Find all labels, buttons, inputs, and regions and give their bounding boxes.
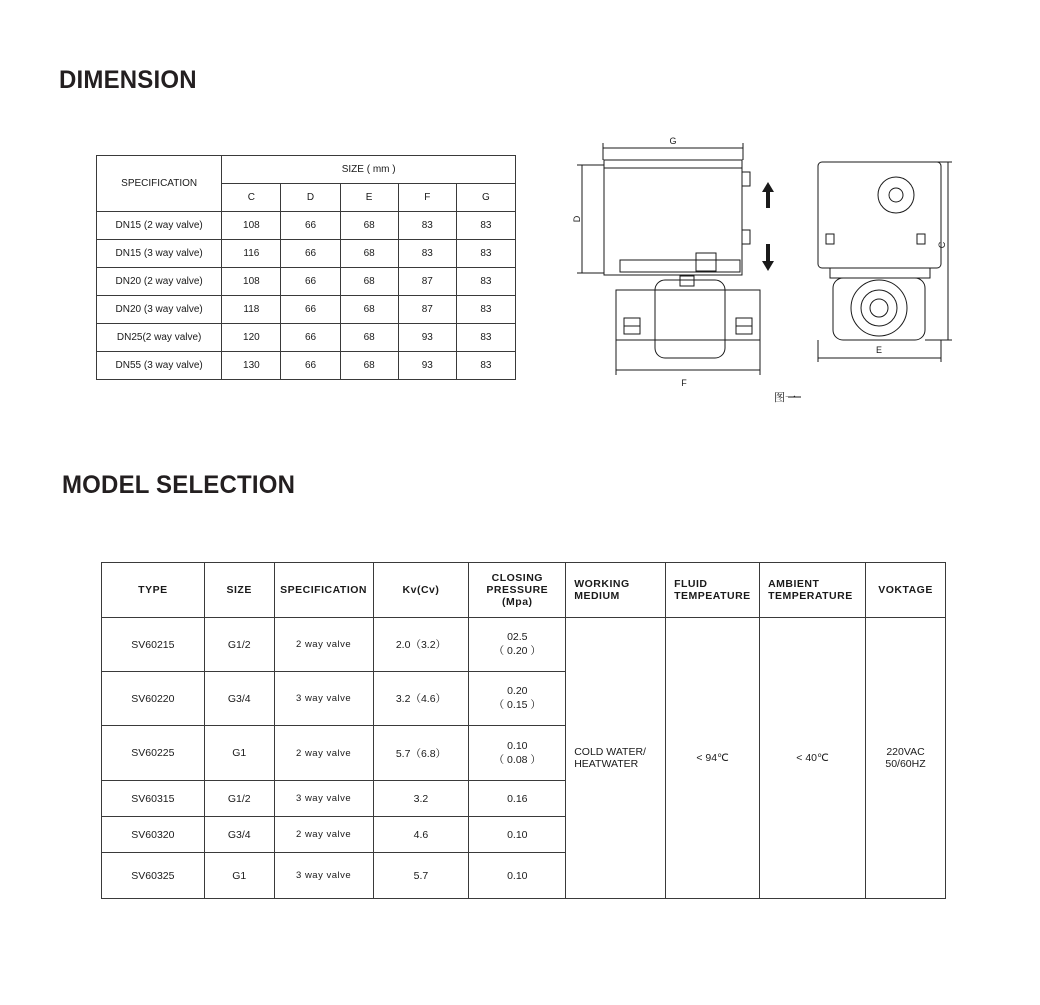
spec-cell: DN15 (2 way valve) bbox=[97, 212, 222, 240]
working-medium-cell: COLD WATER/ HEATWATER bbox=[566, 618, 666, 899]
working-medium-header: WORKING MEDIUM bbox=[566, 563, 666, 618]
valve-body bbox=[616, 290, 760, 340]
table-row bbox=[97, 268, 516, 296]
size-cell: G1 bbox=[204, 726, 274, 781]
col-header: E bbox=[340, 184, 398, 212]
c-label: C bbox=[937, 241, 947, 249]
closing-pressure-cell: 0.10 bbox=[469, 853, 566, 899]
side-view-actuator bbox=[818, 162, 941, 268]
dimension-heading: DIMENSION bbox=[59, 66, 197, 94]
table-row bbox=[102, 618, 946, 672]
value-cell: 83 bbox=[398, 240, 456, 268]
kv-cell: 3.2 bbox=[373, 781, 469, 817]
size-cell: G3/4 bbox=[204, 817, 274, 853]
size-cell: G1/2 bbox=[204, 618, 274, 672]
spec-cell: 3 way valve bbox=[274, 672, 373, 726]
spec-cell: 3 way valve bbox=[274, 853, 373, 899]
closing-pressure-cell: 0.10 （ 0.08 ） bbox=[469, 726, 566, 781]
size-header: SIZE bbox=[204, 563, 274, 618]
value-cell: 66 bbox=[281, 324, 340, 352]
spec-cell: 3 way valve bbox=[274, 781, 373, 817]
value-cell: 68 bbox=[340, 324, 398, 352]
kv-cell: 2.0（3.2） bbox=[373, 618, 469, 672]
value-cell: 83 bbox=[456, 268, 515, 296]
value-cell: 66 bbox=[281, 268, 340, 296]
size-header: SIZE ( mm ) bbox=[222, 156, 516, 184]
type-cell: SV60215 bbox=[102, 618, 205, 672]
value-cell: 66 bbox=[281, 352, 340, 380]
spec-cell: DN20 (2 way valve) bbox=[97, 268, 222, 296]
spec-cell: DN15 (3 way valve) bbox=[97, 240, 222, 268]
side-view-valve bbox=[833, 278, 925, 340]
spec-cell: DN20 (3 way valve) bbox=[97, 296, 222, 324]
value-cell: 66 bbox=[281, 296, 340, 324]
dimension-table bbox=[96, 155, 516, 380]
value-cell: 108 bbox=[222, 212, 281, 240]
type-cell: SV60225 bbox=[102, 726, 205, 781]
fluid-temp-cell: < 94℃ bbox=[666, 618, 760, 899]
actuator-button bbox=[742, 172, 750, 186]
value-cell: 83 bbox=[456, 240, 515, 268]
value-cell: 68 bbox=[340, 268, 398, 296]
value-cell: 68 bbox=[340, 240, 398, 268]
valve-dimension-diagram bbox=[560, 130, 990, 415]
value-cell: 83 bbox=[456, 212, 515, 240]
value-cell: 118 bbox=[222, 296, 281, 324]
ambient-temp-cell: < 40℃ bbox=[760, 618, 866, 899]
down-arrow-icon bbox=[762, 244, 774, 271]
table-row bbox=[97, 240, 516, 268]
table-row bbox=[97, 296, 516, 324]
value-cell: 87 bbox=[398, 296, 456, 324]
type-cell: SV60320 bbox=[102, 817, 205, 853]
type-cell: SV60325 bbox=[102, 853, 205, 899]
spec-cell: DN55 (3 way valve) bbox=[97, 352, 222, 380]
e-label: E bbox=[875, 345, 883, 355]
value-cell: 68 bbox=[340, 296, 398, 324]
kv-header: Kv(Cv) bbox=[373, 563, 469, 618]
fluid-temp-header: FLUID TEMPEATURE bbox=[666, 563, 760, 618]
spec-cell: 2 way valve bbox=[274, 618, 373, 672]
spec-header: SPECIFICATION bbox=[97, 156, 222, 212]
value-cell: 130 bbox=[222, 352, 281, 380]
closing-pressure-cell: 0.20 （ 0.15 ） bbox=[469, 672, 566, 726]
size-cell: G1/2 bbox=[204, 781, 274, 817]
value-cell: 87 bbox=[398, 268, 456, 296]
value-cell: 83 bbox=[456, 324, 515, 352]
kv-cell: 4.6 bbox=[373, 817, 469, 853]
table-row bbox=[97, 212, 516, 240]
size-cell: G3/4 bbox=[204, 672, 274, 726]
model-selection-heading: MODEL SELECTION bbox=[62, 471, 296, 499]
voltage-header: VOKTAGE bbox=[866, 563, 946, 618]
table-row bbox=[97, 352, 516, 380]
col-header: D bbox=[281, 184, 340, 212]
d-label: D bbox=[572, 215, 582, 223]
value-cell: 83 bbox=[398, 212, 456, 240]
kv-cell: 3.2（4.6） bbox=[373, 672, 469, 726]
value-cell: 68 bbox=[340, 212, 398, 240]
closing-pressure-cell: 0.10 bbox=[469, 817, 566, 853]
closing-pressure-cell: 02.5 （ 0.20 ） bbox=[469, 618, 566, 672]
type-cell: SV60220 bbox=[102, 672, 205, 726]
up-arrow-icon bbox=[762, 182, 774, 208]
closing-pressure-cell: 0.16 bbox=[469, 781, 566, 817]
figure-caption: 图一 bbox=[774, 392, 796, 404]
col-header: F bbox=[398, 184, 456, 212]
actuator-body bbox=[604, 160, 742, 275]
model-selection-table bbox=[101, 562, 946, 899]
spec-cell: 2 way valve bbox=[274, 726, 373, 781]
f-label: F bbox=[681, 378, 687, 388]
value-cell: 83 bbox=[456, 352, 515, 380]
spec-header: SPECIFICATION bbox=[274, 563, 373, 618]
value-cell: 66 bbox=[281, 212, 340, 240]
spec-cell: DN25(2 way valve) bbox=[97, 324, 222, 352]
col-header: G bbox=[456, 184, 515, 212]
value-cell: 93 bbox=[398, 352, 456, 380]
header-row bbox=[102, 563, 946, 618]
value-cell: 93 bbox=[398, 324, 456, 352]
ambient-temp-header: AMBIENT TEMPERATURE bbox=[760, 563, 866, 618]
col-header: C bbox=[222, 184, 281, 212]
type-cell: SV60315 bbox=[102, 781, 205, 817]
value-cell: 108 bbox=[222, 268, 281, 296]
value-cell: 68 bbox=[340, 352, 398, 380]
kv-cell: 5.7 bbox=[373, 853, 469, 899]
type-header: TYPE bbox=[102, 563, 205, 618]
value-cell: 66 bbox=[281, 240, 340, 268]
table-row bbox=[97, 324, 516, 352]
value-cell: 116 bbox=[222, 240, 281, 268]
spec-cell: 2 way valve bbox=[274, 817, 373, 853]
g-label: G bbox=[669, 136, 677, 146]
value-cell: 120 bbox=[222, 324, 281, 352]
kv-cell: 5.7（6.8） bbox=[373, 726, 469, 781]
size-cell: G1 bbox=[204, 853, 274, 899]
closing-pressure-header: CLOSING PRESSURE (Mpa) bbox=[469, 563, 566, 618]
value-cell: 83 bbox=[456, 296, 515, 324]
voltage-cell: 220VAC 50/60HZ bbox=[866, 618, 946, 899]
